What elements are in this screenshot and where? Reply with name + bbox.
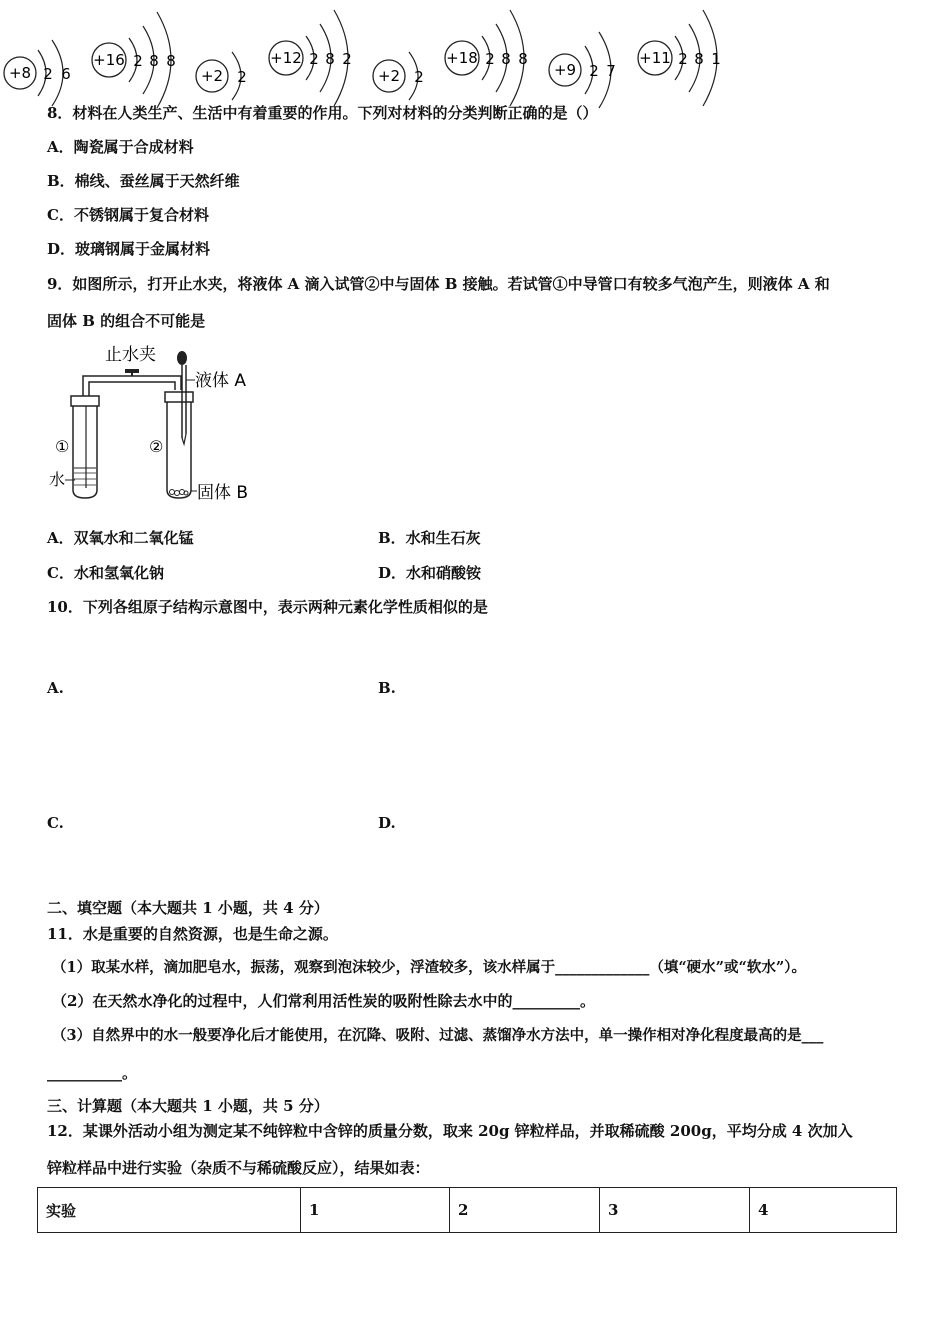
shell-electron-count: 2 bbox=[677, 50, 688, 68]
shell-electron-count: 2 bbox=[308, 50, 319, 68]
q11-part3-line1: （3）自然界中的水一般要净化后才能使用，在沉降、吸附、过滤、蒸馏净水方法中，单一操作相对净化程度最高的是___ bbox=[52, 1027, 824, 1044]
nucleus-charge: +18 bbox=[446, 49, 478, 67]
test-tube-apparatus-figure bbox=[45, 340, 275, 512]
q12-line1: 12．某课外活动小组为测定某不纯锌粒中含锌的质量分数，取来 20g 锌粒样品，并取稀硫酸 200g，平均分成 4 次加入 bbox=[47, 1122, 853, 1140]
test-tube-1-icon bbox=[73, 400, 97, 498]
q12-line2: 锌粒样品中进行实验（杂质不与稀硫酸反应），结果如表： bbox=[47, 1159, 430, 1177]
q9-option-b: B．水和生石灰 bbox=[378, 529, 481, 547]
q10-option-c-label: C. bbox=[47, 814, 64, 832]
atom-diagram-d2 bbox=[633, 0, 733, 118]
section2-heading: 二、填空题（本大题共 1 小题，共 4 分） bbox=[47, 899, 329, 917]
tube-1-label: ① bbox=[55, 437, 70, 456]
shell-electron-count: 6 bbox=[61, 65, 71, 83]
water-label: 水 bbox=[49, 470, 66, 489]
atom-diagram-a2 bbox=[87, 2, 187, 118]
table-header-cell: 2 bbox=[450, 1188, 600, 1233]
table-header-cell: 实验 bbox=[38, 1188, 301, 1233]
liquid-a-label: 液体 A bbox=[195, 371, 247, 391]
water-clamp-icon bbox=[125, 369, 139, 373]
atom-diagram-c2 bbox=[440, 0, 540, 118]
shell-electron-count: 2 bbox=[43, 65, 53, 83]
nucleus-charge: +8 bbox=[8, 64, 32, 82]
table-header-cell: 1 bbox=[301, 1188, 450, 1233]
shell-electron-count: 2 bbox=[414, 68, 424, 86]
test-tube-2-icon bbox=[167, 398, 191, 498]
q11-part3-line2: __________。 bbox=[47, 1064, 138, 1082]
table-row bbox=[38, 1188, 897, 1233]
shell-electron-count: 8 bbox=[693, 50, 704, 68]
shell-electron-count: 2 bbox=[237, 68, 248, 86]
shell-electron-count: 8 bbox=[518, 50, 528, 68]
nucleus-charge: +11 bbox=[638, 49, 671, 67]
q10-option-b-label: B. bbox=[378, 679, 396, 697]
q8-option-c: C．不锈钢属于复合材料 bbox=[47, 206, 209, 224]
shell-electron-count: 8 bbox=[149, 52, 160, 70]
q9-stem-line2: 固体 B 的组合不可能是 bbox=[47, 312, 206, 330]
q8-option-a: A．陶瓷属于合成材料 bbox=[47, 138, 194, 156]
shell-electron-count: 8 bbox=[166, 52, 177, 70]
q11-part2: （2）在天然水净化的过程中，人们常利用活性炭的吸附性除去水中的_________。 bbox=[52, 992, 595, 1010]
shell-electron-count: 2 bbox=[133, 52, 144, 70]
shell-electron-count: 7 bbox=[606, 62, 617, 80]
tube-2-label: ② bbox=[149, 437, 164, 456]
q9-option-a: A．双氧水和二氧化锰 bbox=[47, 529, 194, 547]
shell-electron-count: 8 bbox=[501, 50, 511, 68]
shell-electron-count: 2 bbox=[485, 50, 495, 68]
table-header-cell: 4 bbox=[750, 1188, 897, 1233]
clamp-label: 止水夹 bbox=[105, 345, 156, 365]
section3-heading: 三、计算题（本大题共 1 小题，共 5 分） bbox=[47, 1097, 329, 1115]
q11-part1: （1）取某水样，滴加肥皂水，振荡，观察到泡沫较少，浮渣较多，该水样属于_____________（填“硬水”或“软水”）。 bbox=[52, 959, 806, 976]
q9-option-d: D．水和硝酸铵 bbox=[378, 564, 482, 582]
results-table bbox=[37, 1187, 897, 1233]
dropper-bulb-icon bbox=[177, 351, 187, 365]
nucleus-charge: +2 bbox=[377, 67, 400, 85]
atom-diagram-b2 bbox=[264, 0, 364, 118]
q10-option-a-label: A. bbox=[47, 679, 64, 697]
table-header-cell: 3 bbox=[600, 1188, 750, 1233]
q10-stem: 10．下列各组原子结构示意图中，表示两种元素化学性质相似的是 bbox=[47, 598, 488, 616]
q8-option-b: B．棉线、蚕丝属于天然纤维 bbox=[47, 172, 240, 190]
shell-electron-count: 1 bbox=[710, 50, 721, 68]
nucleus-charge: +2 bbox=[201, 67, 224, 85]
nucleus-charge: +9 bbox=[554, 61, 577, 79]
solid-b-label: 固体 B bbox=[197, 483, 249, 503]
q8-stem: 8．材料在人类生产、生活中有着重要的作用。下列对材料的分类判断正确的是（） bbox=[47, 104, 598, 122]
nucleus-charge: +12 bbox=[269, 49, 302, 67]
q11-stem: 11．水是重要的自然资源，也是生命之源。 bbox=[47, 925, 338, 943]
q10-option-d-label: D. bbox=[378, 814, 396, 832]
shell-electron-count: 2 bbox=[341, 50, 352, 68]
shell-electron-count: 2 bbox=[589, 62, 600, 80]
nucleus-charge: +16 bbox=[93, 51, 126, 69]
q9-option-c: C．水和氢氧化钠 bbox=[47, 564, 164, 582]
q8-option-d: D．玻璃钢属于金属材料 bbox=[47, 240, 211, 258]
shell-electron-count: 8 bbox=[324, 50, 335, 68]
q9-stem-line1: 9．如图所示，打开止水夹，将液体 A 滴入试管②中与固体 B 接触。若试管①中导管口有较多气泡产生，则液体 A 和 bbox=[47, 275, 830, 293]
